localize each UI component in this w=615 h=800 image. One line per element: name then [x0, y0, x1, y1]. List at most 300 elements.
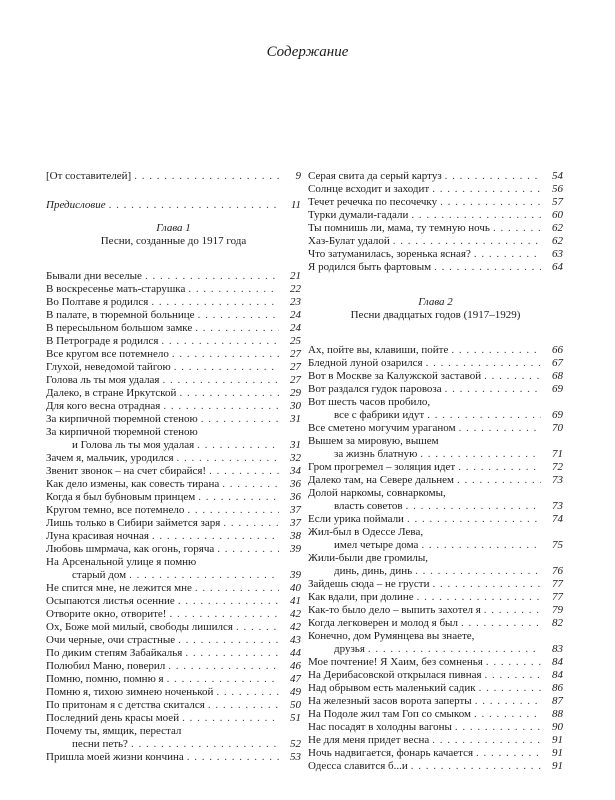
toc-entry-page: 29	[290, 387, 301, 399]
toc-entry	[46, 374, 301, 387]
toc-entry-title-line: за жизнь блатную	[334, 448, 418, 460]
toc-entry	[308, 344, 563, 357]
dot-leader	[197, 439, 279, 452]
dot-leader	[459, 422, 541, 435]
toc-entry-title: На Подоле жил там Гоп со смыком	[308, 708, 471, 720]
toc-entry	[46, 478, 301, 491]
toc-entry-title: Не спится мне, не лежится мне	[46, 582, 192, 594]
dot-leader	[182, 712, 279, 725]
dot-leader	[440, 196, 541, 209]
toc-entry-title-line: власть советов	[334, 500, 403, 512]
toc-entry-page: 91	[552, 760, 563, 772]
toc-entry	[308, 422, 563, 435]
dot-leader	[479, 682, 541, 695]
dot-leader	[195, 322, 279, 335]
toc-entry	[308, 461, 563, 474]
toc-entry-title: Предисловие	[46, 199, 106, 211]
toc-entry-title: По притонам я с детства скитался	[46, 699, 205, 711]
toc-entry-last-line	[308, 539, 563, 552]
toc-entry	[308, 591, 563, 604]
toc-entry-page: 21	[290, 270, 301, 282]
dot-leader	[174, 361, 279, 374]
toc-entry	[308, 669, 563, 682]
toc-entry-title: Течет речечка по песочечку	[308, 196, 438, 208]
toc-entry-title: Нас посадят в холодны вагоны	[308, 721, 452, 733]
toc-entry-title: Последний день красы моей	[46, 712, 180, 724]
toc-entry-title: Для кого весна отрадная	[46, 400, 161, 412]
toc-entry-title-line: имел четыре дома	[334, 539, 419, 551]
toc-entry	[46, 608, 301, 621]
dot-leader	[195, 582, 279, 595]
toc-entry	[46, 673, 301, 686]
dot-leader	[134, 170, 279, 183]
toc-entry	[46, 413, 301, 426]
toc-entry-title: На железный засов ворота заперты	[308, 695, 472, 707]
chapter-title: Песни двадцатых годов (1917–1929)	[350, 309, 521, 321]
toc-entry-page: 84	[552, 669, 563, 681]
toc-entry-title: Серая свита да серый картуз	[308, 170, 442, 182]
dot-leader	[188, 283, 279, 296]
toc-entry	[308, 261, 563, 274]
toc-entry	[46, 426, 301, 452]
toc-entry-last-line	[46, 738, 301, 751]
toc-entry	[46, 595, 301, 608]
chapter-2-heading	[308, 296, 563, 322]
toc-entry	[308, 435, 563, 461]
toc-entry	[308, 747, 563, 760]
dot-leader	[131, 738, 279, 751]
toc-entry-page: 63	[552, 248, 563, 260]
chapter-1-heading	[46, 222, 301, 248]
toc-entry-title: Как вдали, при долине	[308, 591, 414, 603]
toc-entry-title: Кругом темно, все потемнело	[46, 504, 185, 516]
toc-list	[308, 170, 563, 274]
toc-entry	[46, 517, 301, 530]
toc-entry-page: 73	[552, 500, 563, 512]
dot-leader	[208, 699, 279, 712]
toc-entry-page: 39	[290, 543, 301, 555]
toc-entry-title: Как дело измены, как совесть тирана	[46, 478, 220, 490]
page-title: Содержание	[266, 44, 349, 60]
toc-entry-page: 71	[552, 448, 563, 460]
toc-entry-title: Зачем я, мальчик, уродился	[46, 452, 174, 464]
toc-entry-title: Когда легковерен и молод я был	[308, 617, 458, 629]
toc-entry-title: За кирпичной тюремной стеною	[46, 413, 198, 425]
dot-leader	[109, 199, 279, 212]
toc-entry-page: 62	[552, 222, 563, 234]
toc-entry	[308, 760, 563, 773]
dot-leader	[178, 595, 279, 608]
toc-front-matter	[46, 170, 301, 212]
toc-entry	[46, 647, 301, 660]
toc-entry-page: 49	[290, 686, 301, 698]
toc-entry-title-line: Долой наркомы, совнаркомы,	[308, 487, 446, 499]
toc-entry-title: Турки думали-гадали	[308, 209, 409, 221]
toc-entry-title: Мое почтение! Я Хаим, без сомненья	[308, 656, 483, 668]
toc-entry-page: 39	[290, 569, 301, 581]
dot-leader	[222, 478, 279, 491]
toc-entry-page: 75	[552, 539, 563, 551]
chapter-label: Глава 1	[156, 222, 191, 234]
toc-entry-page: 66	[552, 344, 563, 356]
toc-entry	[46, 530, 301, 543]
toc-entry	[308, 526, 563, 552]
toc-entry-page: 42	[290, 608, 301, 620]
dot-leader	[415, 565, 541, 578]
toc-entry-title: Вот в Москве за Калужской заставой	[308, 370, 482, 382]
toc-entry-page: 69	[552, 409, 563, 421]
toc-entry-title: Звенит звонок – на счет сбирайся!	[46, 465, 207, 477]
toc-entry-title-line: друзья	[334, 643, 365, 655]
dot-leader	[209, 465, 279, 478]
toc-entry	[46, 621, 301, 634]
toc-entry	[308, 578, 563, 591]
toc-entry-title: Солнце всходит и заходит	[308, 183, 430, 195]
dot-leader	[421, 539, 541, 552]
toc-list	[308, 344, 563, 773]
toc-entry-title-line: Жили-были две громилы,	[308, 552, 429, 564]
toc-entry-page: 9	[295, 170, 301, 182]
toc-entry	[46, 491, 301, 504]
toc-entry-title: Гром прогремел – золяция идет	[308, 461, 456, 473]
dot-leader	[198, 309, 279, 322]
toc-entry	[308, 617, 563, 630]
toc-entry-page: 50	[290, 699, 301, 711]
toc-entry-page: 30	[290, 400, 301, 412]
dot-leader	[484, 370, 541, 383]
toc-entry-title: Зайдешь сюда – не грусти	[308, 578, 430, 590]
toc-entry-title-line: и Голова ль ты моя удалая	[72, 439, 195, 451]
toc-entry-title: Не для меня придет весна	[308, 734, 430, 746]
toc-entry-title-line: динь, динь, динь	[334, 565, 413, 577]
toc-entry-page: 73	[552, 474, 563, 486]
toc-entry	[46, 348, 301, 361]
toc-entry	[46, 283, 301, 296]
toc-entry-title: Отворите окно, отворите!	[46, 608, 167, 620]
toc-entry	[308, 209, 563, 222]
dot-leader	[445, 383, 541, 396]
dot-leader	[417, 591, 541, 604]
dot-leader	[217, 543, 279, 556]
toc-entry-last-line	[46, 439, 301, 452]
toc-entry-page: 36	[290, 478, 301, 490]
dot-leader	[445, 170, 541, 183]
dot-leader	[432, 734, 541, 747]
toc-entry-page: 70	[552, 422, 563, 434]
toc-entry-title: Одесса славится б...и	[308, 760, 408, 772]
toc-entry-page: 83	[552, 643, 563, 655]
toc-entry-page: 54	[552, 170, 563, 182]
toc-entry	[46, 465, 301, 478]
toc-entry-page: 38	[290, 530, 301, 542]
toc-entry-page: 82	[552, 617, 563, 629]
toc-entry	[308, 721, 563, 734]
toc-entry-title-line: Вот шесть часов пробило,	[308, 396, 431, 408]
dot-leader	[476, 747, 541, 760]
toc-entry	[46, 296, 301, 309]
toc-entry-title: Все кругом все потемнело	[46, 348, 169, 360]
dot-leader	[172, 348, 279, 361]
toc-entry-title-line: старый дом	[72, 569, 127, 581]
toc-entry-title: На Дерибасовской открылася пивная	[308, 669, 482, 681]
toc-entry	[308, 487, 563, 513]
dot-leader	[486, 656, 541, 669]
toc-entry	[46, 725, 301, 751]
toc-entry	[46, 634, 301, 647]
toc-entry	[308, 170, 563, 183]
toc-entry	[308, 235, 563, 248]
toc-entry-page: 47	[290, 673, 301, 685]
toc-entry-page: 79	[552, 604, 563, 616]
toc-entry-page: 91	[552, 734, 563, 746]
dot-leader	[475, 695, 541, 708]
toc-entry-page: 62	[552, 235, 563, 247]
dot-leader	[411, 760, 541, 773]
dot-leader	[427, 409, 541, 422]
toc-entry-title-line: все с фабрики идут	[334, 409, 425, 421]
dot-leader	[426, 357, 541, 370]
toc-entry-title: Над обрывом есть маленький садик	[308, 682, 476, 694]
toc-entry-title: Помню я, тихою зимнею ноченькой	[46, 686, 214, 698]
toc-entry	[46, 309, 301, 322]
toc-entry-title-line: Вышем за мировую, вышем	[308, 435, 439, 447]
toc-entry-title: Бывали дни веселые	[46, 270, 142, 282]
toc-entry-page: 31	[290, 439, 301, 451]
dot-leader	[187, 504, 279, 517]
toc-list	[46, 270, 301, 764]
toc-entry-title: Бледной луной озарился	[308, 357, 423, 369]
dot-leader	[461, 617, 541, 630]
dot-leader	[458, 461, 541, 474]
toc-entry-title-line: Конечно, дом Румянцева вы знаете,	[308, 630, 475, 642]
dot-leader	[474, 248, 541, 261]
toc-entry-page: 77	[552, 591, 563, 603]
toc-entry-page: 37	[290, 504, 301, 516]
dot-leader	[161, 335, 279, 348]
dot-leader	[493, 222, 541, 235]
toc-entry-title: Любовь шмрмача, как огонь, горяча	[46, 543, 215, 555]
dot-leader	[177, 452, 279, 465]
dot-leader	[152, 530, 279, 543]
toc-entry	[308, 656, 563, 669]
toc-entry	[308, 513, 563, 526]
dot-leader	[432, 183, 541, 196]
toc-entry-title: Осыпаются листья осенние	[46, 595, 175, 607]
dot-leader	[474, 708, 541, 721]
toc-entry-page: 27	[290, 374, 301, 386]
toc-entry-page: 41	[290, 595, 301, 607]
dot-leader	[168, 660, 279, 673]
toc-entry	[46, 335, 301, 348]
toc-entry-page: 86	[552, 682, 563, 694]
toc-entry-title: Луна красивая ночная	[46, 530, 149, 542]
toc-entry	[308, 396, 563, 422]
dot-leader	[216, 686, 279, 699]
toc-entry-last-line	[308, 500, 563, 513]
toc-entry-title: [От составителей]	[46, 170, 132, 182]
dot-leader	[484, 604, 541, 617]
toc-entry-page: 67	[552, 357, 563, 369]
toc-entry-title: Лишь только в Сибири займется заря	[46, 517, 221, 529]
toc-entry	[308, 248, 563, 261]
toc-entry-page: 22	[290, 283, 301, 295]
dot-leader	[163, 374, 280, 387]
toc-entry-last-line	[308, 565, 563, 578]
toc-entry-title: Далеко там, на Севере дальнем	[308, 474, 455, 486]
dot-leader	[411, 209, 541, 222]
chapter-title: Песни, созданные до 1917 года	[100, 235, 247, 247]
toc-entry-title-line: На Арсенальной улице я помню	[46, 556, 197, 568]
toc-entry-page: 88	[552, 708, 563, 720]
dot-leader	[179, 387, 279, 400]
toc-entry-page: 77	[552, 578, 563, 590]
toc-entry	[46, 556, 301, 582]
toc-entry	[46, 504, 301, 517]
toc-entry-title: Вот раздался гудок паровоза	[308, 383, 442, 395]
toc-entry-title: Далеко, в стране Иркутской	[46, 387, 177, 399]
toc-entry	[308, 630, 563, 656]
toc-entry-last-line	[308, 643, 563, 656]
toc-entry	[46, 543, 301, 556]
toc-entry-page: 68	[552, 370, 563, 382]
toc-entry-title: Голова ль ты моя удалая	[46, 374, 160, 386]
dot-leader	[432, 578, 541, 591]
toc-entry-page: 24	[290, 309, 301, 321]
toc-entry	[46, 686, 301, 699]
toc-entry-title: Я родился быть фартовым	[308, 261, 432, 273]
toc-entry	[308, 370, 563, 383]
toc-entry-title: Полюбил Маню, поверил	[46, 660, 166, 672]
dot-leader	[163, 400, 279, 413]
toc-entry-title: Все сметено могучим ураганом	[308, 422, 456, 434]
toc-entry	[46, 270, 301, 283]
toc-entry-last-line	[46, 569, 301, 582]
dot-leader	[167, 673, 279, 686]
toc-entry-title: Если урика поймали	[308, 513, 404, 525]
dot-leader	[393, 235, 541, 248]
dot-leader	[129, 569, 279, 582]
dot-leader	[451, 344, 541, 357]
toc-entry-page: 24	[290, 322, 301, 334]
toc-entry-page: 52	[290, 738, 301, 750]
toc-entry-title: В воскресенье мать-старушка	[46, 283, 186, 295]
toc-entry	[308, 222, 563, 235]
toc-entry	[46, 322, 301, 335]
toc-entry-page: 32	[290, 452, 301, 464]
toc-entry-title: В Петрограде я родился	[46, 335, 159, 347]
dot-leader	[145, 270, 279, 283]
toc-entry-page: 42	[290, 621, 301, 633]
toc-entry	[46, 400, 301, 413]
dot-leader	[236, 621, 279, 634]
toc-entry-page: 91	[552, 747, 563, 759]
toc-entry-page: 84	[552, 656, 563, 668]
toc-entry-page: 74	[552, 513, 563, 525]
toc-entry-last-line	[308, 448, 563, 461]
toc-entry	[46, 452, 301, 465]
toc-entry-page: 43	[290, 634, 301, 646]
toc-entry-title: Ах, пойте вы, клавиши, пойте	[308, 344, 449, 356]
toc-entry-title: Что затуманилась, зоренька ясная?	[308, 248, 471, 260]
toc-entry	[308, 196, 563, 209]
dot-leader	[455, 721, 541, 734]
toc-entry	[46, 699, 301, 712]
toc-entry-page: 51	[290, 712, 301, 724]
toc-entry-title-line: За кирпичной тюремной стеною	[46, 426, 198, 438]
toc-entry-last-line	[308, 409, 563, 422]
toc-entry	[308, 552, 563, 578]
dot-leader	[223, 517, 279, 530]
toc-entry-page: 46	[290, 660, 301, 672]
dot-leader	[457, 474, 541, 487]
toc-entry-title: Во Полтаве я родился	[46, 296, 149, 308]
toc-entry-title: Как-то было дело – выпить захотел я	[308, 604, 481, 616]
toc-entry-page: 72	[552, 461, 563, 473]
toc-entry	[46, 582, 301, 595]
toc-entry-page: 25	[290, 335, 301, 347]
toc-entry-title: Когда я был бубновым принцем	[46, 491, 196, 503]
toc-entry-page: 90	[552, 721, 563, 733]
toc-entry-page: 87	[552, 695, 563, 707]
toc-entry-page: 53	[290, 751, 301, 763]
dot-leader	[187, 751, 279, 764]
toc-entry-title-line: Жил-был в Одессе Лева,	[308, 526, 424, 538]
chapter-label: Глава 2	[418, 296, 453, 308]
toc-entry-title-line: Почему ты, ямщик, перестал	[46, 725, 182, 737]
dot-leader	[201, 413, 279, 426]
toc-entry-page: 64	[552, 261, 563, 273]
dot-leader	[151, 296, 279, 309]
toc-entry-title: В палате, в тюремной больнице	[46, 309, 195, 321]
toc-entry-page: 69	[552, 383, 563, 395]
dot-leader	[368, 643, 541, 656]
toc-entry	[308, 682, 563, 695]
toc-entry-page: 57	[552, 196, 563, 208]
toc-entry-title: Ночь надвигается, фонарь качается	[308, 747, 474, 759]
toc-entry-page: 44	[290, 647, 301, 659]
toc-left-column	[46, 170, 301, 764]
toc-entry	[308, 695, 563, 708]
toc-right-column	[308, 170, 563, 773]
toc-entry	[308, 183, 563, 196]
toc-entry	[308, 734, 563, 747]
dot-leader	[198, 491, 279, 504]
toc-entry-title: Пришла моей жизни кончина	[46, 751, 184, 763]
toc-entry	[46, 660, 301, 673]
dot-leader	[178, 634, 279, 647]
dot-leader	[406, 500, 541, 513]
dot-leader	[420, 448, 541, 461]
toc-entry-title: В пересыльном большом замке	[46, 322, 193, 334]
dot-leader	[485, 669, 541, 682]
dot-leader	[434, 261, 541, 274]
toc-entry-page: 37	[290, 517, 301, 529]
toc-entry-page: 56	[552, 183, 563, 195]
toc-entry	[46, 387, 301, 400]
toc-entry-page: 40	[290, 582, 301, 594]
toc-entry-page: 23	[290, 296, 301, 308]
toc-entry-title: Глухой, неведомой тайгою	[46, 361, 171, 373]
toc-entry-page: 27	[290, 348, 301, 360]
toc-entry-page: 11	[290, 199, 301, 211]
toc-entry	[308, 357, 563, 370]
toc-entry-title-line: песни петь?	[72, 738, 128, 750]
toc-entry	[46, 751, 301, 764]
toc-entry-title: Ты помнишь ли, мама, ту темную ночь	[308, 222, 490, 234]
toc-entry-title: По диким степям Забайкалья	[46, 647, 183, 659]
toc-entry-page: 34	[290, 465, 301, 477]
toc-entry-title: Ох, Боже мой милый, свободы лишился	[46, 621, 233, 633]
